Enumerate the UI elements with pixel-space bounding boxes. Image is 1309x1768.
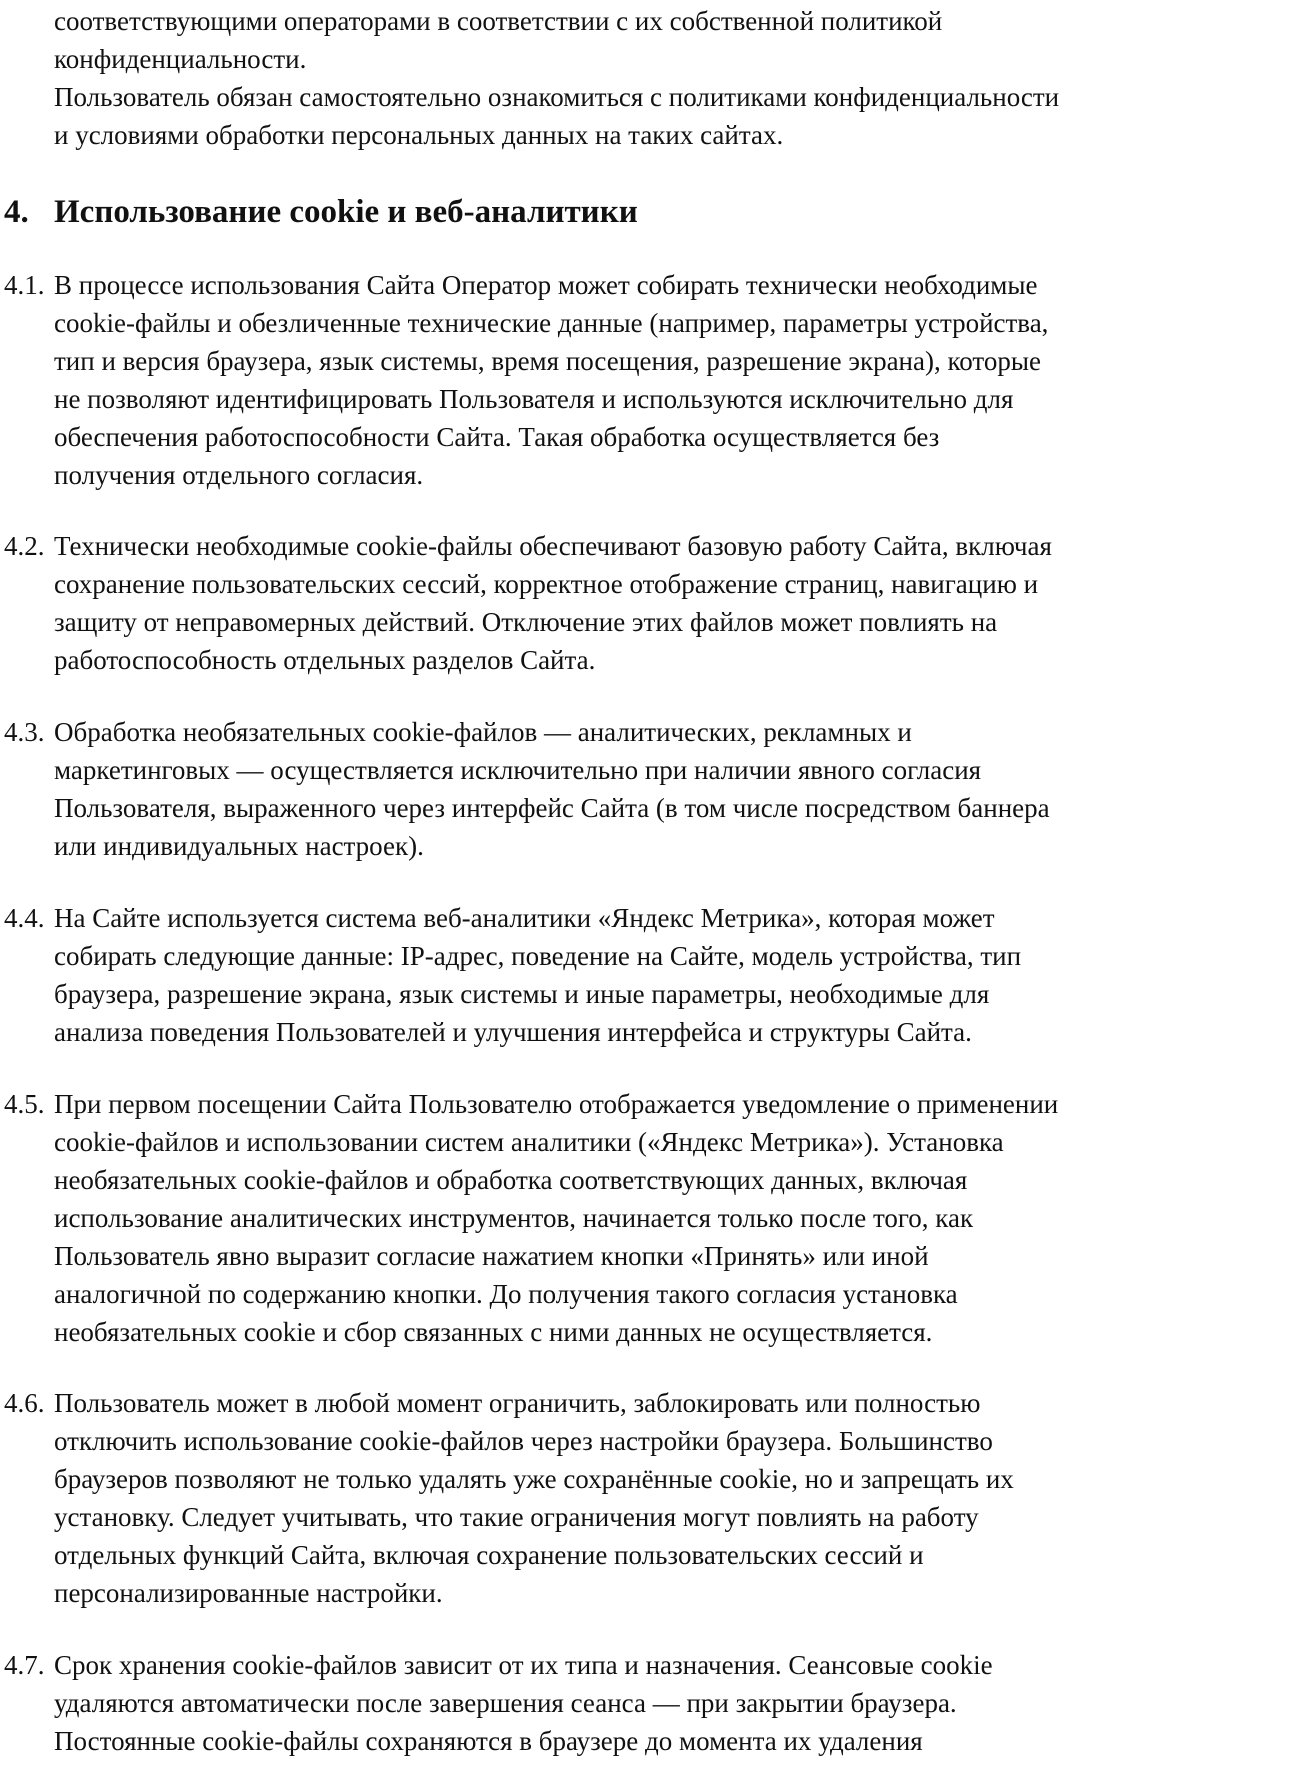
- clause-number: 4.4.: [4, 903, 45, 933]
- clause-body: [54, 899, 1021, 1051]
- intro-line: конфиденциальности.: [54, 44, 307, 74]
- clause-number: 4.1.: [4, 270, 45, 300]
- clause-line: собирать следующие данные: IP-адрес, поведение на Сайте, модель устройства, тип: [54, 941, 1022, 971]
- intro-paragraph: [54, 2, 1304, 154]
- clause-line: Технически необходимые cookie-файлы обеспечивают базовую работу Сайта, включая: [54, 531, 1052, 561]
- clause-line: Пользователя, выраженного через интерфейс Сайта (в том числе посредством баннера: [54, 793, 1050, 823]
- clause-line: использование аналитических инструментов, начинается только после того, как: [54, 1203, 974, 1233]
- clause-line: отдельных функций Сайта, включая сохранение пользовательских сессий и: [54, 1540, 924, 1570]
- clause-line: маркетинговых — осуществляется исключительно при наличии явного согласия: [54, 755, 982, 785]
- clause-body: [54, 266, 1048, 494]
- clause-number: 4.3.: [4, 717, 45, 747]
- clause-line: анализа поведения Пользователей и улучшения интерфейса и структуры Сайта.: [54, 1017, 972, 1047]
- clause-line: аналогичной по содержанию кнопки. До получения такого согласия установка: [54, 1279, 958, 1309]
- clause-line: работоспособность отдельных разделов Сайта.: [54, 645, 596, 675]
- intro-line: соответствующими операторами в соответствии с их собственной политикой: [54, 6, 943, 36]
- clause-line: установку. Следует учитывать, что такие ограничения могут повлиять на работу: [54, 1502, 979, 1532]
- clause-body: [54, 1384, 1014, 1612]
- clause-line: сохранение пользовательских сессий, корректное отображение страниц, навигацию и: [54, 569, 1039, 599]
- clause-number: 4.5.: [4, 1089, 45, 1119]
- clause-line: необязательных cookie-файлов и обработка соответствующих данных, включая: [54, 1165, 968, 1195]
- clause-line: или индивидуальных настроек).: [54, 831, 424, 861]
- intro-line: и условиями обработки персональных данных на таких сайтах.: [54, 120, 784, 150]
- clause-line: На Сайте используется система веб-аналитики «Яндекс Метрика», которая может: [54, 903, 995, 933]
- clause-line: получения отдельного согласия.: [54, 460, 424, 490]
- clause-line: cookie-файлов и использовании систем аналитики («Яндекс Метрика»). Установка: [54, 1127, 1004, 1157]
- clause-line: отключить использование cookie-файлов через настройки браузера. Большинство: [54, 1426, 993, 1456]
- clause-line: Обработка необязательных cookie-файлов — аналитических, рекламных и: [54, 717, 912, 747]
- clause-line: Постоянные cookie-файлы сохраняются в браузере до момента их удаления: [54, 1726, 923, 1756]
- clause-line: персонализированные настройки.: [54, 1578, 443, 1608]
- clause-line: обеспечения работоспособности Сайта. Такая обработка осуществляется без: [54, 422, 940, 452]
- intro-line: Пользователь обязан самостоятельно ознакомиться с политиками конфиденциальности: [54, 82, 1060, 112]
- clause-body: [54, 1085, 1058, 1351]
- clause-line: Пользователь может в любой момент ограничить, заблокировать или полностью: [54, 1388, 981, 1418]
- clause-line: защиту от неправомерных действий. Отключение этих файлов может повлиять на: [54, 607, 998, 637]
- clause-body: [54, 1646, 993, 1760]
- clause-line: браузера, разрешение экрана, язык системы и иные параметры, необходимые для: [54, 979, 990, 1009]
- clause-line: Пользователь явно выразит согласие нажатием кнопки «Принять» или иной: [54, 1241, 929, 1271]
- clause-number: 4.7.: [4, 1650, 45, 1680]
- clause-number: 4.2.: [4, 531, 45, 561]
- clause-number: 4.6.: [4, 1388, 45, 1418]
- clause-line: не позволяют идентифицировать Пользователя и используются исключительно для: [54, 384, 1014, 414]
- clause-line: необязательных cookie и сбор связанных с ними данных не осуществляется.: [54, 1317, 933, 1347]
- section-heading: [0, 190, 638, 234]
- clause-line: В процессе использования Сайта Оператор может собирать технически необходимые: [54, 270, 1038, 300]
- clause-line: удаляются автоматически после завершения сеанса — при закрытии браузера.: [54, 1688, 957, 1718]
- clause-body: [54, 527, 1052, 679]
- section-number: 4.: [4, 194, 29, 230]
- clause-line: Срок хранения cookie-файлов зависит от их типа и назначения. Сеансовые cookie: [54, 1650, 993, 1680]
- clause-line: cookie-файлы и обезличенные технические данные (например, параметры устройства,: [54, 308, 1049, 338]
- section-title: Использование cookie и веб-аналитики: [54, 194, 638, 230]
- clause-line: тип и версия браузера, язык системы, время посещения, разрешение экрана), которые: [54, 346, 1041, 376]
- clause-line: При первом посещении Сайта Пользователю отображается уведомление о применении: [54, 1089, 1059, 1119]
- clause-line: браузеров позволяют не только удалять уже сохранённые cookie, но и запрещать их: [54, 1464, 1014, 1494]
- clause-body: [54, 713, 1050, 865]
